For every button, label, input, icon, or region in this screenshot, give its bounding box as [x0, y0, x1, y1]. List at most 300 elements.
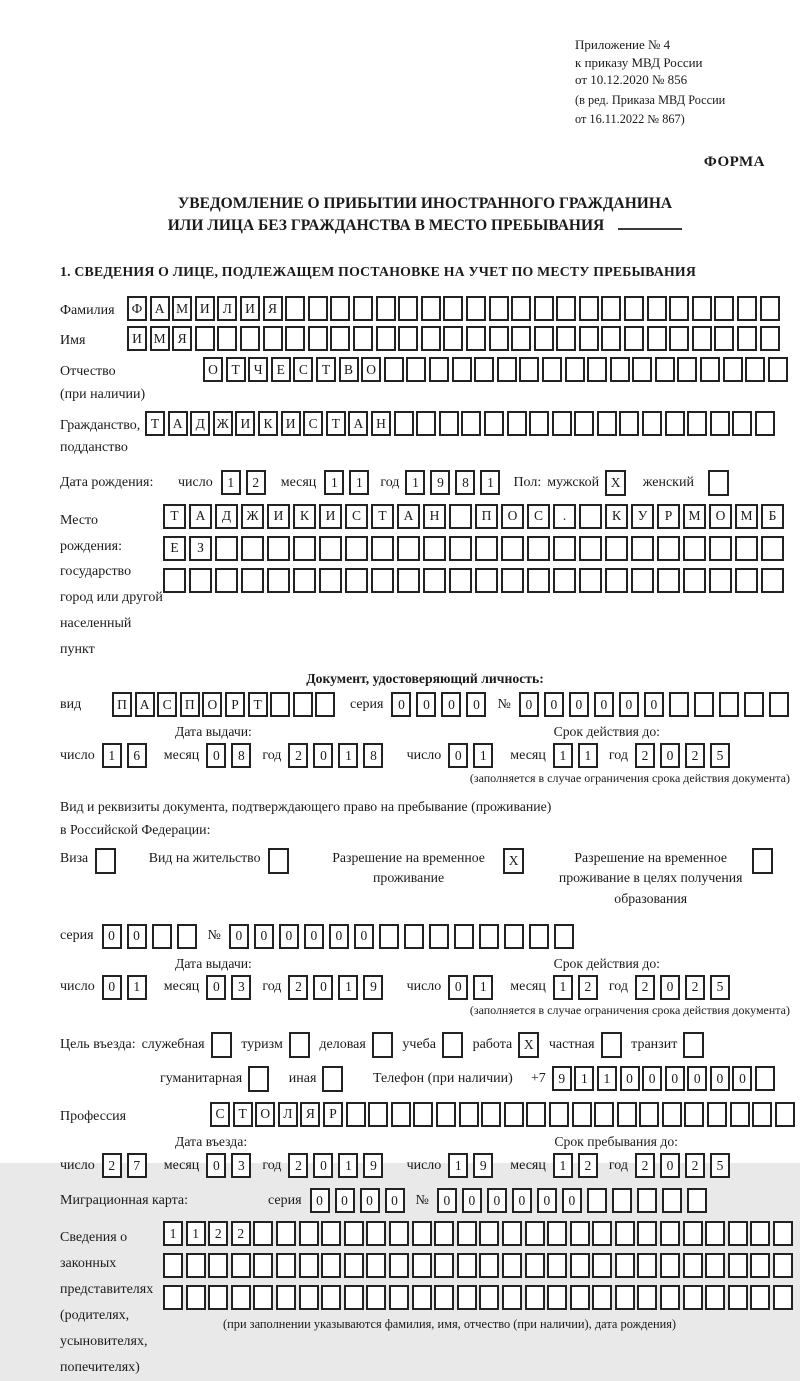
char-cell[interactable]: 0 — [391, 692, 411, 717]
char-cell[interactable]: 9 — [363, 1153, 383, 1178]
char-cell[interactable] — [683, 1221, 703, 1246]
char-cell[interactable]: 1 — [127, 975, 147, 1000]
issue-year-input[interactable] — [288, 743, 388, 768]
char-cell[interactable] — [429, 357, 449, 382]
char-cell[interactable]: М — [683, 504, 706, 529]
char-cell[interactable]: 9 — [363, 975, 383, 1000]
char-cell[interactable] — [421, 326, 441, 351]
char-cell[interactable] — [423, 536, 446, 561]
char-cell[interactable] — [389, 1285, 409, 1310]
char-cell[interactable]: 0 — [385, 1188, 405, 1213]
char-cell[interactable]: 1 — [349, 470, 369, 495]
char-cell[interactable] — [631, 568, 654, 593]
char-cell[interactable]: Т — [248, 692, 268, 717]
char-cell[interactable] — [345, 568, 368, 593]
char-cell[interactable]: В — [339, 357, 359, 382]
char-cell[interactable]: 5 — [710, 975, 730, 1000]
char-cell[interactable]: 1 — [163, 1221, 183, 1246]
char-cell[interactable]: 9 — [473, 1153, 493, 1178]
char-cell[interactable] — [579, 536, 602, 561]
char-cell[interactable] — [511, 326, 531, 351]
char-cell[interactable] — [429, 924, 449, 949]
expiry-year-input[interactable] — [635, 743, 735, 768]
char-cell[interactable]: 2 — [685, 743, 705, 768]
char-cell[interactable] — [730, 1102, 750, 1127]
char-cell[interactable]: 0 — [441, 692, 461, 717]
char-cell[interactable]: Т — [371, 504, 394, 529]
char-cell[interactable]: З — [189, 536, 212, 561]
char-cell[interactable] — [344, 1253, 364, 1278]
char-cell[interactable]: 1 — [553, 975, 573, 1000]
char-cell[interactable]: Б — [761, 504, 784, 529]
char-cell[interactable] — [389, 1221, 409, 1246]
char-cell[interactable] — [750, 1221, 770, 1246]
char-cell[interactable] — [565, 357, 585, 382]
char-cell[interactable]: 1 — [448, 1153, 468, 1178]
char-cell[interactable] — [728, 1253, 748, 1278]
char-cell[interactable]: 1 — [473, 975, 493, 1000]
char-cell[interactable] — [449, 504, 472, 529]
char-cell[interactable] — [683, 1285, 703, 1310]
char-cell[interactable] — [660, 1221, 680, 1246]
char-cell[interactable] — [525, 1285, 545, 1310]
permit-issue-month-input[interactable] — [206, 975, 256, 1000]
char-cell[interactable]: 1 — [553, 743, 573, 768]
char-cell[interactable]: 2 — [102, 1153, 122, 1178]
char-cell[interactable]: О — [501, 504, 524, 529]
char-cell[interactable] — [248, 1066, 269, 1092]
issue-day-input[interactable] — [102, 743, 152, 768]
char-cell[interactable] — [211, 1032, 232, 1058]
char-cell[interactable] — [587, 1188, 607, 1213]
char-cell[interactable]: И — [319, 504, 342, 529]
char-cell[interactable]: О — [203, 357, 223, 382]
permit-series-input[interactable] — [102, 924, 202, 949]
char-cell[interactable]: 5 — [710, 1153, 730, 1178]
char-cell[interactable] — [413, 1102, 433, 1127]
char-cell[interactable] — [605, 536, 628, 561]
char-cell[interactable]: 2 — [231, 1221, 251, 1246]
visa-checkbox[interactable] — [95, 848, 119, 874]
char-cell[interactable] — [253, 1221, 273, 1246]
char-cell[interactable] — [443, 296, 463, 321]
char-cell[interactable] — [479, 1221, 499, 1246]
char-cell[interactable] — [397, 536, 420, 561]
char-cell[interactable] — [553, 568, 576, 593]
char-cell[interactable] — [529, 924, 549, 949]
char-cell[interactable] — [454, 924, 474, 949]
char-cell[interactable] — [293, 692, 313, 717]
char-cell[interactable]: М — [172, 296, 192, 321]
migration-series-input[interactable] — [310, 1188, 410, 1213]
char-cell[interactable] — [755, 411, 775, 436]
char-cell[interactable]: Я — [263, 296, 283, 321]
char-cell[interactable] — [507, 411, 527, 436]
char-cell[interactable]: К — [605, 504, 628, 529]
char-cell[interactable] — [452, 357, 472, 382]
char-cell[interactable] — [436, 1102, 456, 1127]
char-cell[interactable]: 2 — [635, 743, 655, 768]
char-cell[interactable] — [412, 1285, 432, 1310]
doc-type-input[interactable] — [112, 692, 338, 717]
char-cell[interactable] — [694, 692, 714, 717]
char-cell[interactable] — [657, 536, 680, 561]
char-cell[interactable] — [527, 536, 550, 561]
char-cell[interactable] — [552, 411, 572, 436]
char-cell[interactable]: И — [267, 504, 290, 529]
char-cell[interactable]: О — [361, 357, 381, 382]
char-cell[interactable] — [353, 296, 373, 321]
char-cell[interactable]: 1 — [324, 470, 344, 495]
char-cell[interactable] — [449, 568, 472, 593]
char-cell[interactable]: 1 — [102, 743, 122, 768]
char-cell[interactable] — [525, 1221, 545, 1246]
char-cell[interactable] — [391, 1102, 411, 1127]
char-cell[interactable] — [345, 536, 368, 561]
char-cell[interactable] — [657, 568, 680, 593]
char-cell[interactable]: С — [303, 411, 323, 436]
char-cell[interactable] — [195, 326, 215, 351]
char-cell[interactable]: Я — [300, 1102, 320, 1127]
char-cell[interactable] — [714, 326, 734, 351]
issue-month-input[interactable] — [206, 743, 256, 768]
purpose-study-checkbox[interactable] — [442, 1032, 466, 1058]
char-cell[interactable]: 1 — [597, 1066, 617, 1091]
char-cell[interactable] — [293, 568, 316, 593]
purpose-tourism-checkbox[interactable] — [289, 1032, 313, 1058]
char-cell[interactable] — [529, 411, 549, 436]
char-cell[interactable]: Т — [233, 1102, 253, 1127]
char-cell[interactable] — [215, 568, 238, 593]
char-cell[interactable] — [631, 536, 654, 561]
char-cell[interactable]: 0 — [254, 924, 274, 949]
char-cell[interactable]: Р — [323, 1102, 343, 1127]
char-cell[interactable]: 0 — [127, 924, 147, 949]
char-cell[interactable] — [457, 1285, 477, 1310]
char-cell[interactable] — [299, 1253, 319, 1278]
char-cell[interactable] — [346, 1102, 366, 1127]
char-cell[interactable]: Н — [423, 504, 446, 529]
char-cell[interactable]: Р — [225, 692, 245, 717]
char-cell[interactable]: М — [150, 326, 170, 351]
char-cell[interactable]: 0 — [537, 1188, 557, 1213]
char-cell[interactable] — [570, 1221, 590, 1246]
char-cell[interactable]: 0 — [462, 1188, 482, 1213]
char-cell[interactable] — [270, 692, 290, 717]
char-cell[interactable]: 1 — [338, 743, 358, 768]
birth-day-input[interactable] — [221, 470, 271, 495]
char-cell[interactable] — [624, 326, 644, 351]
char-cell[interactable] — [208, 1253, 228, 1278]
char-cell[interactable] — [601, 1032, 622, 1058]
char-cell[interactable] — [735, 568, 758, 593]
char-cell[interactable] — [570, 1285, 590, 1310]
char-cell[interactable] — [449, 536, 472, 561]
patronymic-input[interactable] — [203, 357, 790, 382]
char-cell[interactable]: Ч — [248, 357, 268, 382]
permit-number-input[interactable] — [229, 924, 579, 949]
char-cell[interactable]: 0 — [619, 692, 639, 717]
char-cell[interactable]: 9 — [430, 470, 450, 495]
char-cell[interactable] — [384, 357, 404, 382]
char-cell[interactable] — [737, 326, 757, 351]
char-cell[interactable]: И — [127, 326, 147, 351]
char-cell[interactable] — [299, 1285, 319, 1310]
char-cell[interactable]: 0 — [466, 692, 486, 717]
permit-issue-day-input[interactable] — [102, 975, 152, 1000]
char-cell[interactable]: X — [518, 1032, 539, 1058]
char-cell[interactable] — [707, 1102, 727, 1127]
char-cell[interactable] — [773, 1285, 793, 1310]
char-cell[interactable] — [709, 536, 732, 561]
char-cell[interactable] — [177, 924, 197, 949]
char-cell[interactable]: Л — [278, 1102, 298, 1127]
char-cell[interactable]: 1 — [480, 470, 500, 495]
char-cell[interactable]: X — [503, 848, 524, 874]
char-cell[interactable]: А — [168, 411, 188, 436]
expiry-day-input[interactable] — [448, 743, 498, 768]
char-cell[interactable]: 1 — [578, 743, 598, 768]
char-cell[interactable] — [677, 357, 697, 382]
char-cell[interactable]: Т — [163, 504, 186, 529]
char-cell[interactable] — [330, 326, 350, 351]
char-cell[interactable]: X — [605, 470, 626, 496]
char-cell[interactable]: М — [735, 504, 758, 529]
char-cell[interactable] — [597, 411, 617, 436]
char-cell[interactable] — [276, 1285, 296, 1310]
char-cell[interactable] — [547, 1253, 567, 1278]
char-cell[interactable] — [231, 1253, 251, 1278]
char-cell[interactable] — [750, 1253, 770, 1278]
char-cell[interactable]: 0 — [660, 975, 680, 1000]
char-cell[interactable] — [579, 296, 599, 321]
entry-year-input[interactable] — [288, 1153, 388, 1178]
purpose-work-checkbox[interactable] — [518, 1032, 542, 1058]
char-cell[interactable]: 0 — [642, 1066, 662, 1091]
char-cell[interactable] — [163, 1285, 183, 1310]
char-cell[interactable]: К — [258, 411, 278, 436]
char-cell[interactable] — [457, 1221, 477, 1246]
char-cell[interactable]: 0 — [687, 1066, 707, 1091]
temp-residence-checkbox[interactable] — [503, 848, 527, 874]
char-cell[interactable]: 0 — [102, 975, 122, 1000]
char-cell[interactable] — [289, 1032, 310, 1058]
char-cell[interactable] — [421, 296, 441, 321]
purpose-transit-checkbox[interactable] — [683, 1032, 707, 1058]
char-cell[interactable] — [617, 1102, 637, 1127]
char-cell[interactable]: С — [293, 357, 313, 382]
char-cell[interactable] — [719, 692, 739, 717]
char-cell[interactable] — [637, 1188, 657, 1213]
char-cell[interactable] — [344, 1285, 364, 1310]
char-cell[interactable]: Ж — [241, 504, 264, 529]
char-cell[interactable] — [632, 357, 652, 382]
char-cell[interactable] — [322, 1066, 343, 1092]
char-cell[interactable] — [662, 1188, 682, 1213]
char-cell[interactable]: 2 — [208, 1221, 228, 1246]
stay-month-input[interactable] — [553, 1153, 603, 1178]
char-cell[interactable]: 2 — [685, 1153, 705, 1178]
char-cell[interactable] — [760, 296, 780, 321]
char-cell[interactable] — [692, 326, 712, 351]
char-cell[interactable]: 9 — [552, 1066, 572, 1091]
char-cell[interactable] — [525, 1253, 545, 1278]
char-cell[interactable] — [683, 536, 706, 561]
char-cell[interactable] — [683, 1253, 703, 1278]
char-cell[interactable] — [321, 1285, 341, 1310]
char-cell[interactable]: 2 — [578, 975, 598, 1000]
char-cell[interactable] — [368, 1102, 388, 1127]
purpose-other-checkbox[interactable] — [322, 1066, 346, 1092]
char-cell[interactable] — [714, 296, 734, 321]
char-cell[interactable] — [466, 326, 486, 351]
char-cell[interactable] — [637, 1253, 657, 1278]
char-cell[interactable]: Е — [163, 536, 186, 561]
char-cell[interactable]: А — [348, 411, 368, 436]
char-cell[interactable] — [519, 357, 539, 382]
char-cell[interactable] — [366, 1285, 386, 1310]
char-cell[interactable] — [615, 1285, 635, 1310]
char-cell[interactable]: 0 — [313, 975, 333, 1000]
char-cell[interactable] — [217, 326, 237, 351]
char-cell[interactable] — [276, 1221, 296, 1246]
char-cell[interactable]: 3 — [231, 1153, 251, 1178]
char-cell[interactable] — [293, 536, 316, 561]
char-cell[interactable] — [556, 296, 576, 321]
char-cell[interactable] — [684, 1102, 704, 1127]
char-cell[interactable] — [189, 568, 212, 593]
char-cell[interactable]: 2 — [685, 975, 705, 1000]
birth-place-line2[interactable] — [163, 536, 787, 561]
char-cell[interactable] — [542, 357, 562, 382]
char-cell[interactable] — [594, 1102, 614, 1127]
char-cell[interactable] — [601, 296, 621, 321]
permit-expiry-year-input[interactable] — [635, 975, 735, 1000]
char-cell[interactable] — [687, 1188, 707, 1213]
char-cell[interactable] — [728, 1285, 748, 1310]
char-cell[interactable] — [592, 1221, 612, 1246]
char-cell[interactable]: Т — [145, 411, 165, 436]
char-cell[interactable] — [579, 326, 599, 351]
char-cell[interactable]: 2 — [288, 975, 308, 1000]
given-name-input[interactable] — [127, 326, 782, 351]
profession-input[interactable] — [210, 1102, 797, 1127]
char-cell[interactable] — [526, 1102, 546, 1127]
char-cell[interactable] — [624, 296, 644, 321]
char-cell[interactable] — [253, 1285, 273, 1310]
phone-input[interactable] — [552, 1066, 778, 1091]
char-cell[interactable] — [344, 1221, 364, 1246]
char-cell[interactable]: 0 — [310, 1188, 330, 1213]
char-cell[interactable]: 0 — [206, 975, 226, 1000]
char-cell[interactable] — [186, 1253, 206, 1278]
char-cell[interactable]: 0 — [329, 924, 349, 949]
char-cell[interactable] — [615, 1221, 635, 1246]
char-cell[interactable]: С — [345, 504, 368, 529]
stay-year-input[interactable] — [635, 1153, 735, 1178]
char-cell[interactable] — [501, 568, 524, 593]
char-cell[interactable]: О — [255, 1102, 275, 1127]
char-cell[interactable] — [647, 326, 667, 351]
char-cell[interactable] — [163, 568, 186, 593]
char-cell[interactable]: 8 — [363, 743, 383, 768]
char-cell[interactable] — [398, 296, 418, 321]
char-cell[interactable] — [321, 1221, 341, 1246]
char-cell[interactable]: Я — [172, 326, 192, 351]
char-cell[interactable]: 1 — [221, 470, 241, 495]
char-cell[interactable] — [321, 1253, 341, 1278]
char-cell[interactable] — [389, 1253, 409, 1278]
char-cell[interactable] — [379, 924, 399, 949]
char-cell[interactable] — [502, 1253, 522, 1278]
citizenship-input[interactable] — [145, 411, 778, 436]
char-cell[interactable]: Т — [316, 357, 336, 382]
char-cell[interactable]: 0 — [313, 743, 333, 768]
char-cell[interactable] — [665, 411, 685, 436]
char-cell[interactable] — [484, 411, 504, 436]
char-cell[interactable]: А — [189, 504, 212, 529]
char-cell[interactable] — [439, 411, 459, 436]
purpose-private-checkbox[interactable] — [601, 1032, 625, 1058]
char-cell[interactable]: 0 — [644, 692, 664, 717]
char-cell[interactable] — [592, 1253, 612, 1278]
char-cell[interactable] — [769, 692, 789, 717]
char-cell[interactable] — [434, 1253, 454, 1278]
char-cell[interactable]: А — [397, 504, 420, 529]
char-cell[interactable] — [330, 296, 350, 321]
char-cell[interactable] — [475, 536, 498, 561]
char-cell[interactable] — [315, 692, 335, 717]
char-cell[interactable] — [737, 296, 757, 321]
char-cell[interactable] — [732, 411, 752, 436]
char-cell[interactable] — [489, 326, 509, 351]
char-cell[interactable] — [504, 924, 524, 949]
stay-day-input[interactable] — [448, 1153, 498, 1178]
char-cell[interactable] — [215, 536, 238, 561]
char-cell[interactable]: 0 — [710, 1066, 730, 1091]
char-cell[interactable] — [423, 568, 446, 593]
char-cell[interactable] — [231, 1285, 251, 1310]
char-cell[interactable]: 0 — [354, 924, 374, 949]
char-cell[interactable] — [276, 1253, 296, 1278]
char-cell[interactable]: 2 — [246, 470, 266, 495]
char-cell[interactable] — [443, 326, 463, 351]
char-cell[interactable]: П — [180, 692, 200, 717]
char-cell[interactable]: 0 — [544, 692, 564, 717]
char-cell[interactable] — [404, 924, 424, 949]
char-cell[interactable] — [744, 692, 764, 717]
char-cell[interactable] — [761, 536, 784, 561]
char-cell[interactable]: Ж — [213, 411, 233, 436]
char-cell[interactable] — [406, 357, 426, 382]
birth-month-input[interactable] — [324, 470, 374, 495]
char-cell[interactable]: Д — [190, 411, 210, 436]
char-cell[interactable] — [705, 1285, 725, 1310]
char-cell[interactable] — [398, 326, 418, 351]
char-cell[interactable]: 0 — [360, 1188, 380, 1213]
char-cell[interactable]: 2 — [635, 1153, 655, 1178]
char-cell[interactable]: 8 — [455, 470, 475, 495]
char-cell[interactable]: 0 — [279, 924, 299, 949]
char-cell[interactable] — [610, 357, 630, 382]
char-cell[interactable] — [502, 1285, 522, 1310]
char-cell[interactable]: 8 — [231, 743, 251, 768]
char-cell[interactable] — [572, 1102, 592, 1127]
char-cell[interactable] — [761, 568, 784, 593]
char-cell[interactable] — [372, 1032, 393, 1058]
char-cell[interactable] — [669, 296, 689, 321]
char-cell[interactable] — [773, 1253, 793, 1278]
